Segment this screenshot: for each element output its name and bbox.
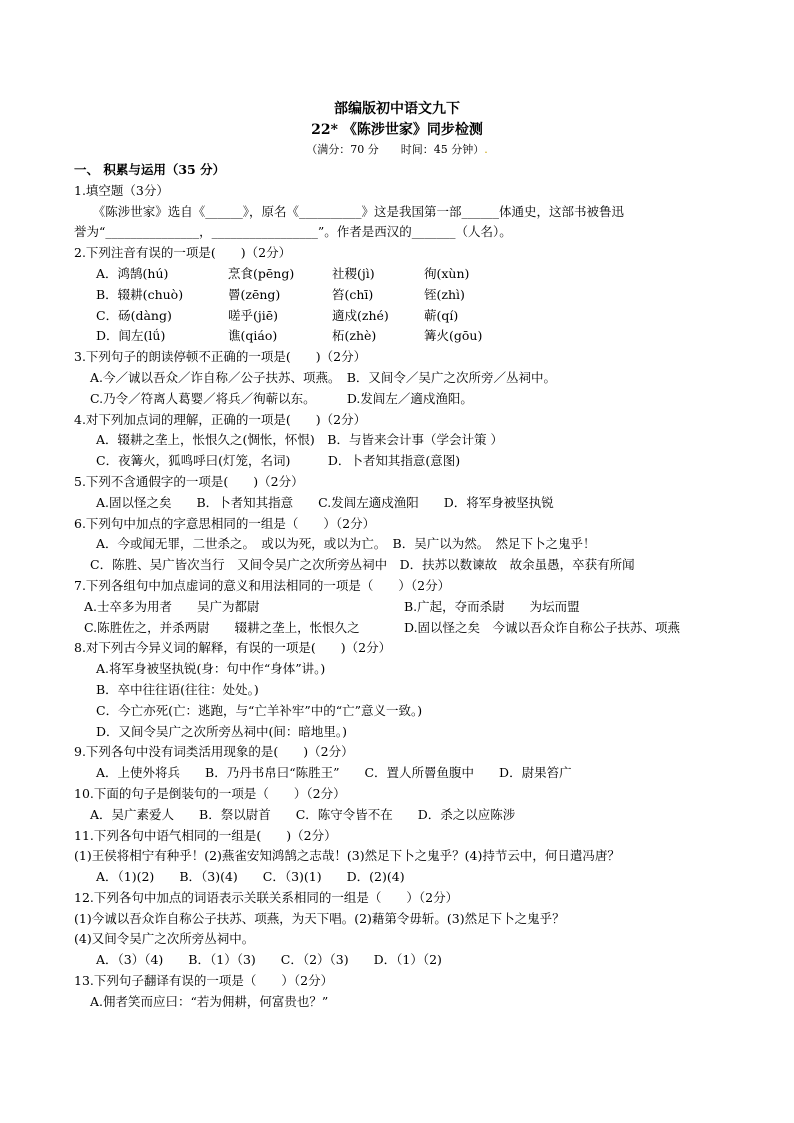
q11-sentences: (1)王侯将相宁有种乎！(2)燕雀安知鸿鹄之志哉！(3)然足下卜之鬼乎？(4)持节云中，何日遣冯唐？ xyxy=(74,848,620,864)
q7-options-ab xyxy=(74,597,734,618)
q12-sentences-1: (1)今诚以吾众诈自称公子扶苏、项燕，为天下唱。(2)藉第令毋斩。(3)然足下卜之鬼乎？ xyxy=(74,910,565,926)
q2-b-3: 笞(chī) xyxy=(332,286,374,302)
q10-options: A．吴广素爱人 B．祭以尉首 C．陈守令皆不在 D．杀之以应陈涉 xyxy=(90,806,516,822)
q2-a-4: 徇(xùn) xyxy=(424,265,470,281)
q2-d-2: 谯(qiáo) xyxy=(228,328,278,344)
q2-c-2: 嗟乎(jiē) xyxy=(228,307,279,323)
q3-options-ab: A.今／诚以吾众／诈自称／公子扶苏、项燕。 B．又间令／吴广之次所旁／丛祠中。 xyxy=(90,369,556,385)
q11-stem: 11.下列各句中语气相同的一组是( )（2分） xyxy=(74,827,337,843)
q7-stem: 7.下列各组句中加点虚词的意义和用法相同的一项是（ ）（2分） xyxy=(74,577,451,593)
q1-line1: 《陈涉世家》选自《______》，原名《__________》这是我国第一部______体通史，这部书被鲁迅 xyxy=(74,203,625,219)
q2-a-2: 烹食(pēng) xyxy=(228,265,295,281)
q8-option-a: A.将军身被坚执锐(身：句中作“身体”讲。) xyxy=(96,661,326,677)
q2-d-1: D．闾左(lǘ) xyxy=(96,328,166,344)
q3-stem: 3.下列句子的朗读停顿不正确的一项是( )（2分） xyxy=(74,349,367,365)
q12-sentences-2: (4)又间令吴广之次所旁丛祠中。 xyxy=(74,931,255,947)
q6-stem: 6.下列句中加点的字意思相同的一组是（ ）（2分） xyxy=(74,515,376,531)
q2-stem: 2.下列注音有误的一项是( )（2分） xyxy=(74,245,292,261)
q3-options-cd: C.乃令／符离人葛婴／将兵／徇蕲以东。 D.发闾左／適戍渔阳。 xyxy=(90,390,473,406)
q4-stem: 4.对下列加点词的理解，正确的一项是( )（2分） xyxy=(74,411,367,427)
q2-c-4: 蕲(qí) xyxy=(424,307,459,323)
q13-stem: 13.下列句子翻译有误的一项是（ ）（2分） xyxy=(74,973,334,989)
q8-option-d: D．又间令吴广之次所旁丛祠中(间：暗地里。) xyxy=(96,723,348,739)
q2-a-3: 社稷(jì) xyxy=(332,265,375,281)
q2-option-a xyxy=(74,264,734,285)
q9-options: A．上使外将兵 B．乃丹书帛曰“陈胜王” C．置人所罾鱼腹中 D．尉果笞广 xyxy=(96,765,572,781)
q12-stem: 12.下列各句中加点的词语表示关联关系相同的一组是（ ）（2分） xyxy=(74,889,459,905)
q4-options-cd: C．夜篝火，狐鸣呼曰(灯笼，名词) D．卜者知其指意(意图) xyxy=(96,453,461,469)
q1-line2: 誉为“_______________，_________________”。作者是西汉的_______（人名）。 xyxy=(74,224,512,240)
q2-b-2: 罾(zēng) xyxy=(228,286,281,302)
q2-d-3: 柘(zhè) xyxy=(332,328,377,344)
q8-stem: 8.对下列古今异义词的解释，有误的一项是( )（2分） xyxy=(74,640,392,656)
q13-option-a: A.佣者笑而应曰：“若为佣耕，何富贵也？” xyxy=(90,993,329,1009)
score-time-line xyxy=(0,141,794,157)
exam-content xyxy=(74,160,734,1013)
q9-stem: 9.下列各句中没有词类活用现象的是( )（2分） xyxy=(74,744,354,760)
q7-option-a: A.士卒多为用者 吴广为都尉 xyxy=(84,598,260,614)
q12-options: A．（3）（4) B．（1）（3) C．（2）（3) D．（1）（2) xyxy=(96,952,442,968)
page-title: 部编版初中语文九下 xyxy=(334,101,460,117)
q8-option-c: C．今亡亦死(亡：逃跑，与“亡羊补牢”中的“亡”意义一致。) xyxy=(96,702,423,718)
q6-options-ab: A．今或闻无罪，二世杀之。 或以为死，或以为亡。 B．吴广以为然。 然足下卜之鬼乎！ xyxy=(96,536,596,552)
q10-stem: 10.下面的句子是倒装句的一项是（ ）（2分） xyxy=(74,785,346,801)
q2-d-4: 篝火(gōu) xyxy=(424,328,483,344)
page-subtitle: 22* 《陈涉世家》同步检测 xyxy=(311,122,483,138)
score-text: （满分：70 分 时间：45 分钟） xyxy=(306,143,485,156)
q1-stem: 1.填空题（3分） xyxy=(74,182,169,198)
q8-option-b: B．卒中往往语(往往：处处。) xyxy=(96,681,259,697)
q11-options: A．（1)(2) B．（3)(4) C．（3)(1) D．(2)(4) xyxy=(96,869,405,885)
q7-options-cd xyxy=(74,618,734,639)
q5-options: A.固以怪之矣 B．卜者知其指意 C.发闾左適戍渔阳 D．将军身被坚执锐 xyxy=(96,494,554,510)
q6-options-cd: C．陈胜、吴广皆次当行 又间令吴广之次所旁丛祠中 D．扶苏以数谏故 故余虽愚，卒获有所闻 xyxy=(90,557,635,573)
q2-b-1: B．辍耕(chuò) xyxy=(96,286,184,302)
q5-stem: 5.下列不含通假字的一项是( )（2分） xyxy=(74,473,304,489)
q7-option-d: D.固以怪之矣 今诚以吾众诈自称公子扶苏、项燕 xyxy=(404,619,681,635)
section-heading: 一、 积累与运用（35 分） xyxy=(74,162,226,177)
q7-option-c: C.陈胜佐之，并杀两尉 辍耕之垄上，怅恨久之 xyxy=(84,619,360,635)
q4-options-ab: A．辍耕之垄上，怅恨久之(惆怅，怀恨) B．与皆来会计事（学会计策 ） xyxy=(96,432,503,448)
q2-c-1: C．砀(dàng) xyxy=(96,307,172,323)
q2-option-d xyxy=(74,326,734,347)
q2-option-b xyxy=(74,285,734,306)
q2-option-c xyxy=(74,306,734,327)
score-dot: . xyxy=(484,143,488,156)
q7-option-b: B.广起，夺而杀尉 为坛而盟 xyxy=(404,598,580,614)
q2-c-3: 適戍(zhé) xyxy=(332,307,389,323)
q2-a-1: A．鸿鹄(hú) xyxy=(96,265,169,281)
q2-b-4: 铚(zhì) xyxy=(424,286,465,302)
